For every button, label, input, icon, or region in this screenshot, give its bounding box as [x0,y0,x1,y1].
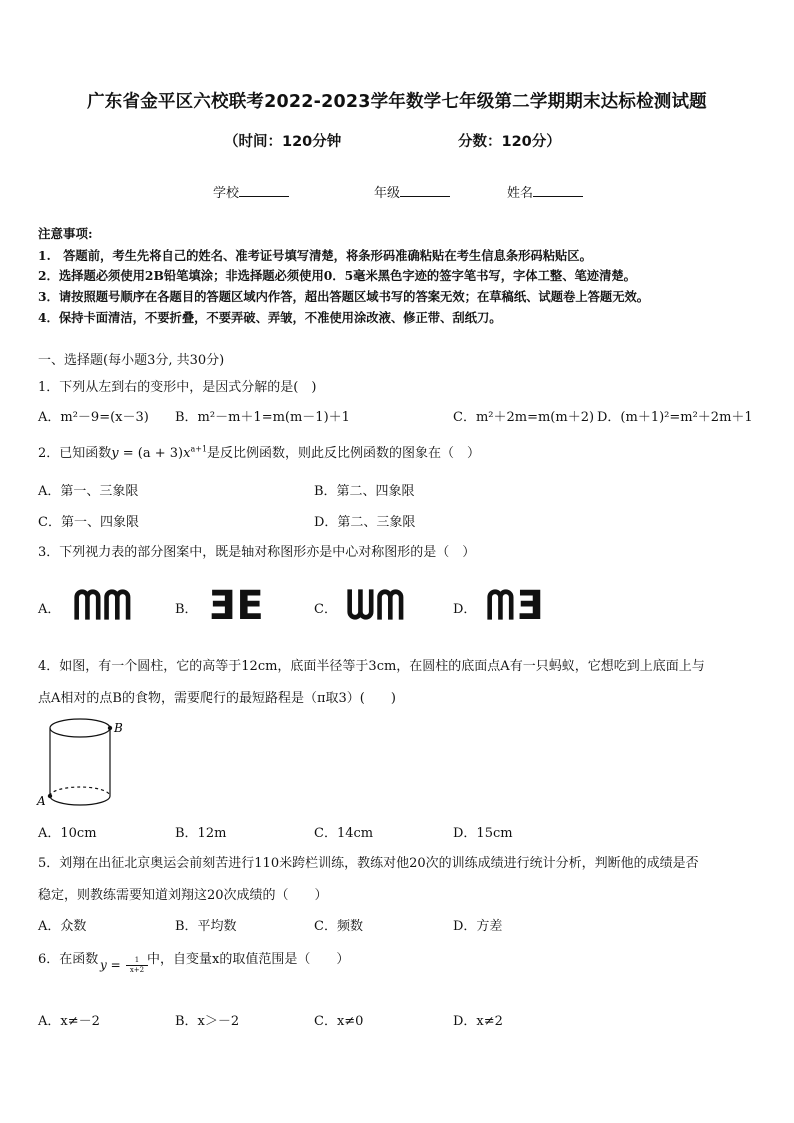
school-label: 学校 [213,186,240,201]
q6-fraction-numerator: 1 [134,956,140,964]
q3-figure-d: ᗰƎ [486,583,545,629]
cylinder-top-ellipse [50,719,110,737]
q4-option-d: D．15cm [453,826,513,841]
q6-fraction-denominator: x+2 [126,965,148,975]
q3-stem: 3．下列视力表的部分图案中，既是轴对称图形亦是中心对称图形的是（ ） [38,545,476,560]
q1-stem: 1．下列从左到右的变形中，是因式分解的是( ) [38,380,317,395]
notice-item-1: 1. 答题前，考生先将自己的姓名、准考证号填写清楚，将条形码准确粘贴在考生信息条形码粘贴区。 [38,248,592,263]
q4-stem-line2: 点A相对的点B的食物，需要爬行的最短路程是（π取3）( ) [38,691,396,706]
q2-formula-eq: = (a + 3) [118,446,184,461]
notice-item-3: 3．请按照题号顺序在各题目的答题区域内作答，超出答题区域书写的答案无效；在草稿纸、试题卷上答题无效。 [38,289,650,304]
q5-option-c: C．频数 [314,919,363,934]
q1-option-b: B．m²－m＋1=m(m－1)＋1 [175,410,350,425]
q2-option-d: D．第二、三象限 [314,515,416,530]
q6-formula-y: y = [100,958,121,972]
q2-formula-x: x [183,446,191,461]
q6-option-c: C．x≠0 [314,1014,364,1029]
exam-score: 分数：120分） [458,134,561,150]
cylinder-bottom-front [50,796,110,805]
q1-option-c: C．m²＋2m=m(m＋2) [453,410,595,425]
q5-option-a: A．众数 [38,919,87,934]
q5-stem-line2: 稳定，则教练需要知道刘翔这20次成绩的（ ） [38,888,328,903]
q2-option-c: C．第一、四象限 [38,515,139,530]
page-title: 广东省金平区六校联考2022-2023学年数学七年级第二学期期末达标检测试题 [87,92,707,112]
q6-option-a: A．x≠－2 [38,1014,100,1029]
notice-item-4: 4．保持卡面清洁，不要折叠，不要弄破、弄皱，不准使用涂改液、修正带、刮纸刀。 [38,310,502,325]
q2-stem [38,442,480,461]
grade-label: 年级 [374,186,401,201]
cylinder-figure [34,712,124,814]
q2-stem-post: 是反比例函数，则此反比例函数的图象在（ ） [207,446,481,461]
q5-stem-line1: 5．刘翔在出征北京奥运会前刻苦进行110米跨栏训练，教练对他20次的训练成绩进行统计分析，判断他的成绩是否 [38,856,699,871]
q1-option-a: A．m²－9=(x－3) [38,410,149,425]
school-field [213,182,289,201]
point-b [108,726,112,730]
q3-option-a: A． [38,602,61,617]
notice-item-2: 2．选择题必须使用2B铅笔填涂；非选择题必须使用0．5毫米黑色字迹的签字笔书写，字体工整、笔迹清楚。 [38,268,636,283]
grade-field [374,182,450,201]
point-b-label: B [114,721,123,735]
q6-option-b: B．x＞－2 [175,1014,240,1029]
q3-figure-a: ᗰᗰ [73,583,133,629]
q3-figure-c: ᗯᗰ [346,583,406,629]
name-field [507,182,583,201]
section-heading: 一、选择题(每小题3分, 共30分) [38,353,225,368]
q6-stem-pre: 6．在函数 [38,952,99,967]
q2-stem-pre: 2．已知函数 [38,446,112,461]
q1-option-d: D．(m＋1)²=m²＋2m＋1 [597,410,753,425]
q4-option-c: C．14cm [314,826,374,841]
q3-option-d: D． [453,602,477,617]
q4-option-b: B．12m [175,826,227,841]
q5-option-d: D．方差 [453,919,503,934]
exam-time: （时间：120分钟 [224,134,342,150]
grade-blank [400,184,450,197]
q6-option-d: D．x≠2 [453,1014,503,1029]
name-label: 姓名 [507,186,534,201]
q2-option-b: B．第二、四象限 [314,484,415,499]
name-blank [533,184,583,197]
q4-option-a: A．10cm [38,826,97,841]
q5-option-b: B．平均数 [175,919,237,934]
school-blank [239,184,289,197]
q3-option-b: B． [175,602,198,617]
q2-option-a: A．第一、三象限 [38,484,139,499]
point-a-label: A [37,794,46,808]
point-a [48,794,52,798]
q2-formula-exp: a+1 [190,444,208,454]
q2-formula-y: y [111,446,119,461]
cylinder-bottom-back [50,787,110,796]
q6-fraction [126,956,148,975]
q3-option-c: C． [314,602,337,617]
q4-stem-line1: 4．如图，有一个圆柱，它的高等于12cm，底面半径等于3cm，在圆柱的底面点A有一只蚂蚁，它想吃到上底面上与 [38,659,705,674]
q6-stem-post: 中，自变量x的取值范围是（ ） [147,952,350,967]
q3-figure-b: ƎE [208,583,265,629]
notice-heading: 注意事项: [38,226,93,241]
